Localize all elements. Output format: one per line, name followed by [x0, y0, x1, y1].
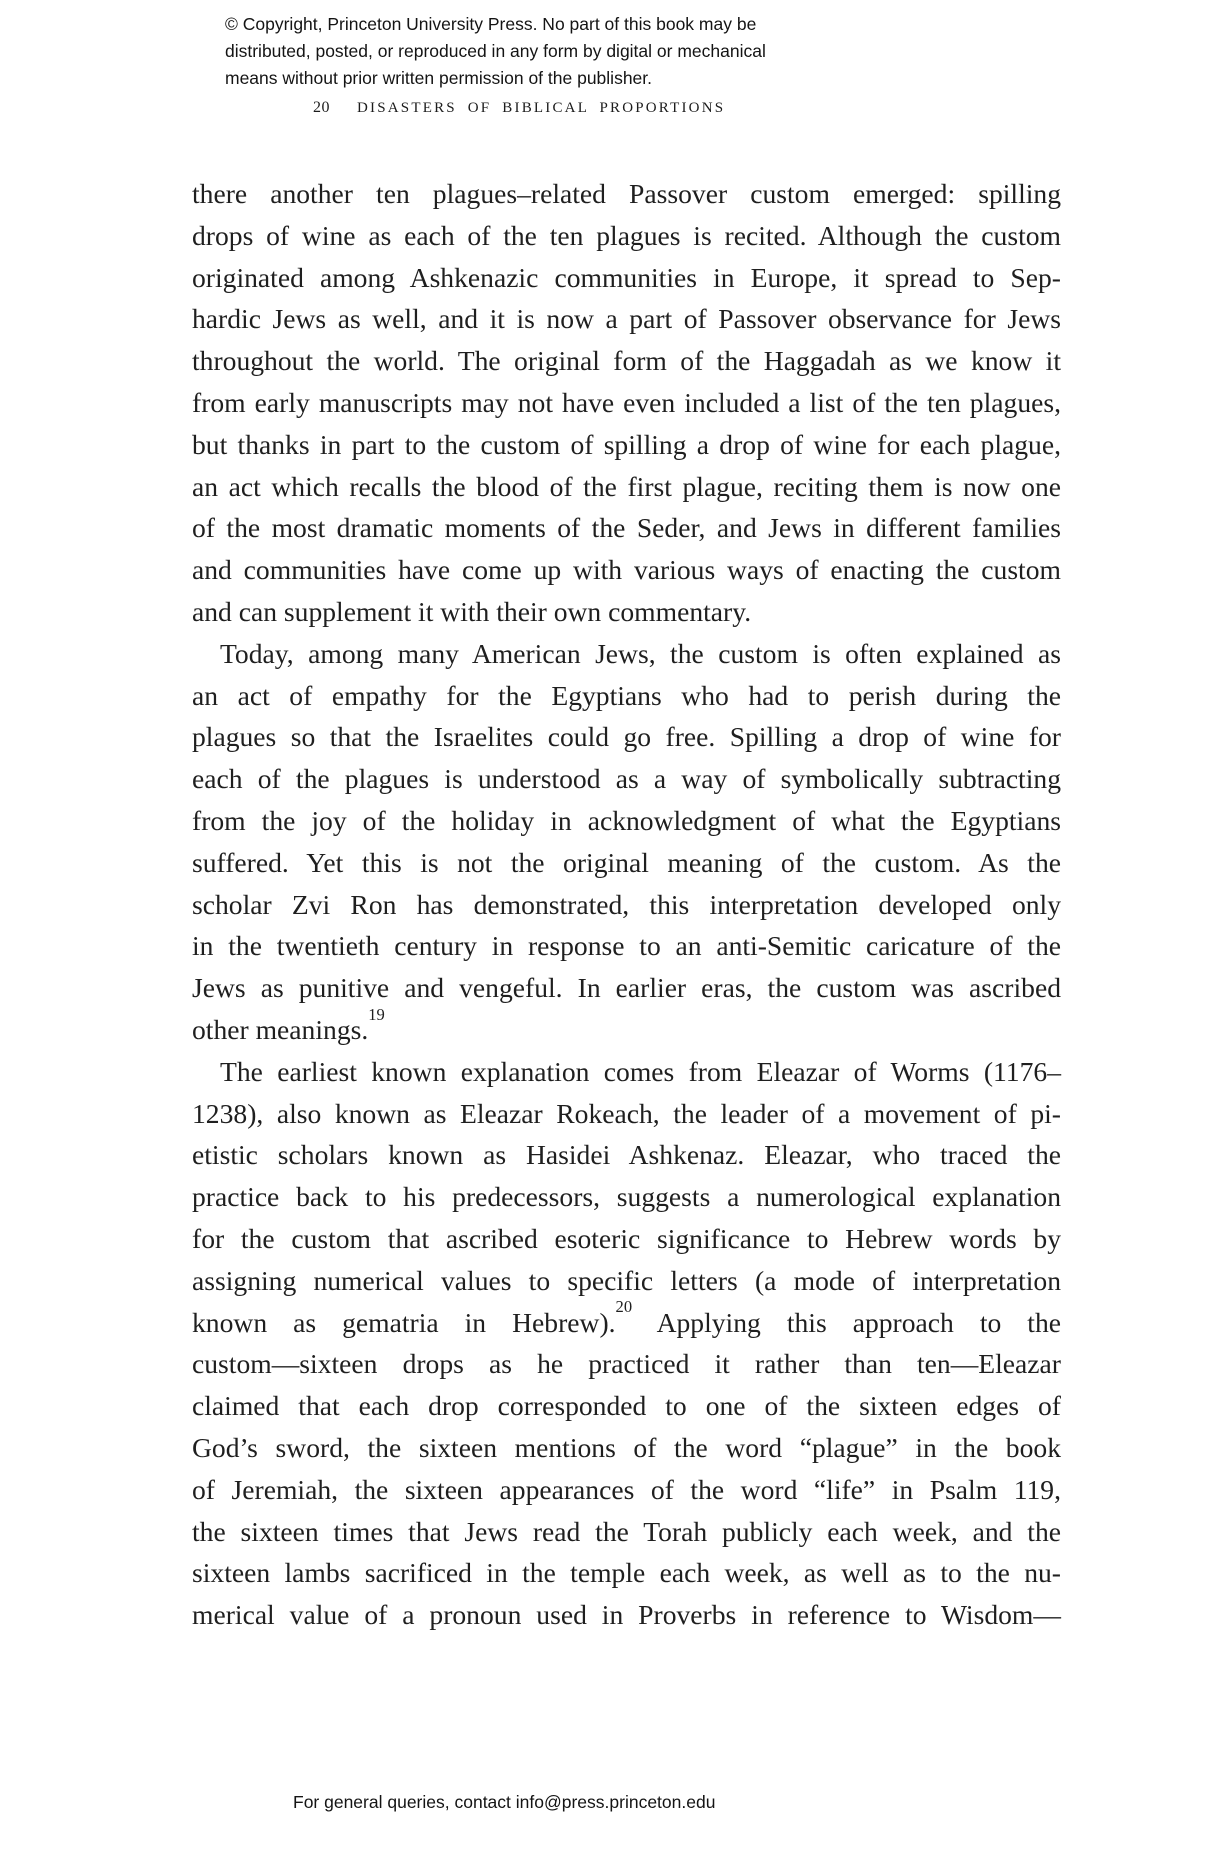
body-line: 1238), also known as Eleazar Rokeach, the leader of a movement of pi- [192, 1097, 1061, 1129]
copyright-line: means without prior written permission of the publisher. [225, 68, 653, 88]
paragraph-2 [192, 633, 1061, 1051]
running-head [313, 99, 725, 117]
footer-contact: For general queries, contact info@press.princeton.edu [293, 1792, 716, 1812]
page-number: 20 [313, 99, 330, 116]
body-line: an act which recalls the blood of the first plague, reciting them is now one [192, 470, 1061, 502]
body-line: suffered. Yet this is not the original meaning of the custom. As the [192, 846, 1061, 878]
body-line: and can supplement it with their own commentary. [192, 595, 752, 627]
body-line: etistic scholars known as Hasidei Ashkenaz. Eleazar, who traced the [192, 1139, 1061, 1171]
body-line: claimed that each drop corresponded to one of the sixteen edges of [192, 1390, 1061, 1422]
paragraph-3 [192, 1051, 1061, 1636]
body-line: of Jeremiah, the sixteen appearances of the word “life” in Psalm 119, [192, 1473, 1061, 1505]
body-line: each of the plagues is understood as a way of symbolically subtracting [192, 763, 1061, 795]
footnote-ref-20: 20 [615, 1297, 633, 1317]
body-text [192, 173, 1061, 1636]
body-line: practice back to his predecessors, suggests a numerological explanation [192, 1181, 1061, 1213]
body-line: from early manuscripts may not have even included a list of the ten plagues, [192, 386, 1061, 418]
body-line: from the joy of the holiday in acknowledgment of what the Egyptians [192, 804, 1061, 836]
body-line: of the most dramatic moments of the Seder, and Jews in different families [192, 512, 1061, 544]
body-line: an act of empathy for the Egyptians who had to perish during the [192, 679, 1061, 711]
copyright-line: distributed, posted, or reproduced in any form by digital or mechanical [225, 41, 766, 61]
body-line: assigning numerical values to specific letters (a mode of interpretation [192, 1264, 1061, 1296]
body-line: custom—sixteen drops as he practiced it rather than ten—Eleazar [192, 1348, 1061, 1380]
body-line: but thanks in part to the custom of spilling a drop of wine for each plague, [192, 428, 1061, 460]
body-line: the sixteen times that Jews read the Torah publicly each week, and the [192, 1515, 1061, 1547]
body-line: God’s sword, the sixteen mentions of the word “plague” in the book [192, 1431, 1061, 1463]
body-line: known as gematria in Hebrew).$^{20}$ Applying this approach to the [192, 1297, 1062, 1338]
body-line: drops of wine as each of the ten plagues is recited. Although the custom [192, 219, 1061, 251]
running-head-title: DISASTERS OF BIBLICAL PROPORTIONS [357, 100, 726, 116]
body-line: hardic Jews as well, and it is now a part of Passover observance for Jews [192, 303, 1061, 335]
body-line: other meanings.$^{19}$ [192, 1004, 385, 1045]
body-line: plagues so that the Israelites could go free. Spilling a drop of wine for [192, 721, 1061, 753]
body-line: there another ten plagues–related Passover custom emerged: spilling [192, 178, 1061, 209]
body-line: The earliest known explanation comes from Eleazar of Worms (1176– [220, 1055, 1061, 1087]
body-line: and communities have come up with various ways of enacting the custom [192, 554, 1061, 586]
body-line: scholar Zvi Ron has demonstrated, this interpretation developed only [192, 888, 1061, 920]
body-line: sixteen lambs sacrificed in the temple each week, as well as to the nu- [192, 1557, 1061, 1589]
body-line: originated among Ashkenazic communities in Europe, it spread to Sep- [192, 261, 1061, 293]
body-line: merical value of a pronoun used in Proverbs in reference to Wisdom— [192, 1599, 1061, 1631]
body-line: for the custom that ascribed esoteric significance to Hebrew words by [192, 1222, 1061, 1254]
copyright-notice [225, 11, 766, 92]
body-line: Jews as punitive and vengeful. In earlier eras, the custom was ascribed [192, 972, 1061, 1004]
body-line: in the twentieth century in response to an anti-Semitic caricature of the [192, 930, 1061, 962]
body-line: Today, among many American Jews, the custom is often explained as [220, 637, 1061, 669]
body-line: throughout the world. The original form of the Haggadah as we know it [192, 345, 1061, 377]
footnote-ref-19: 19 [368, 1004, 385, 1024]
copyright-line: © Copyright, Princeton University Press. No part of this book may be [225, 14, 757, 34]
paragraph-1 [192, 173, 1061, 633]
